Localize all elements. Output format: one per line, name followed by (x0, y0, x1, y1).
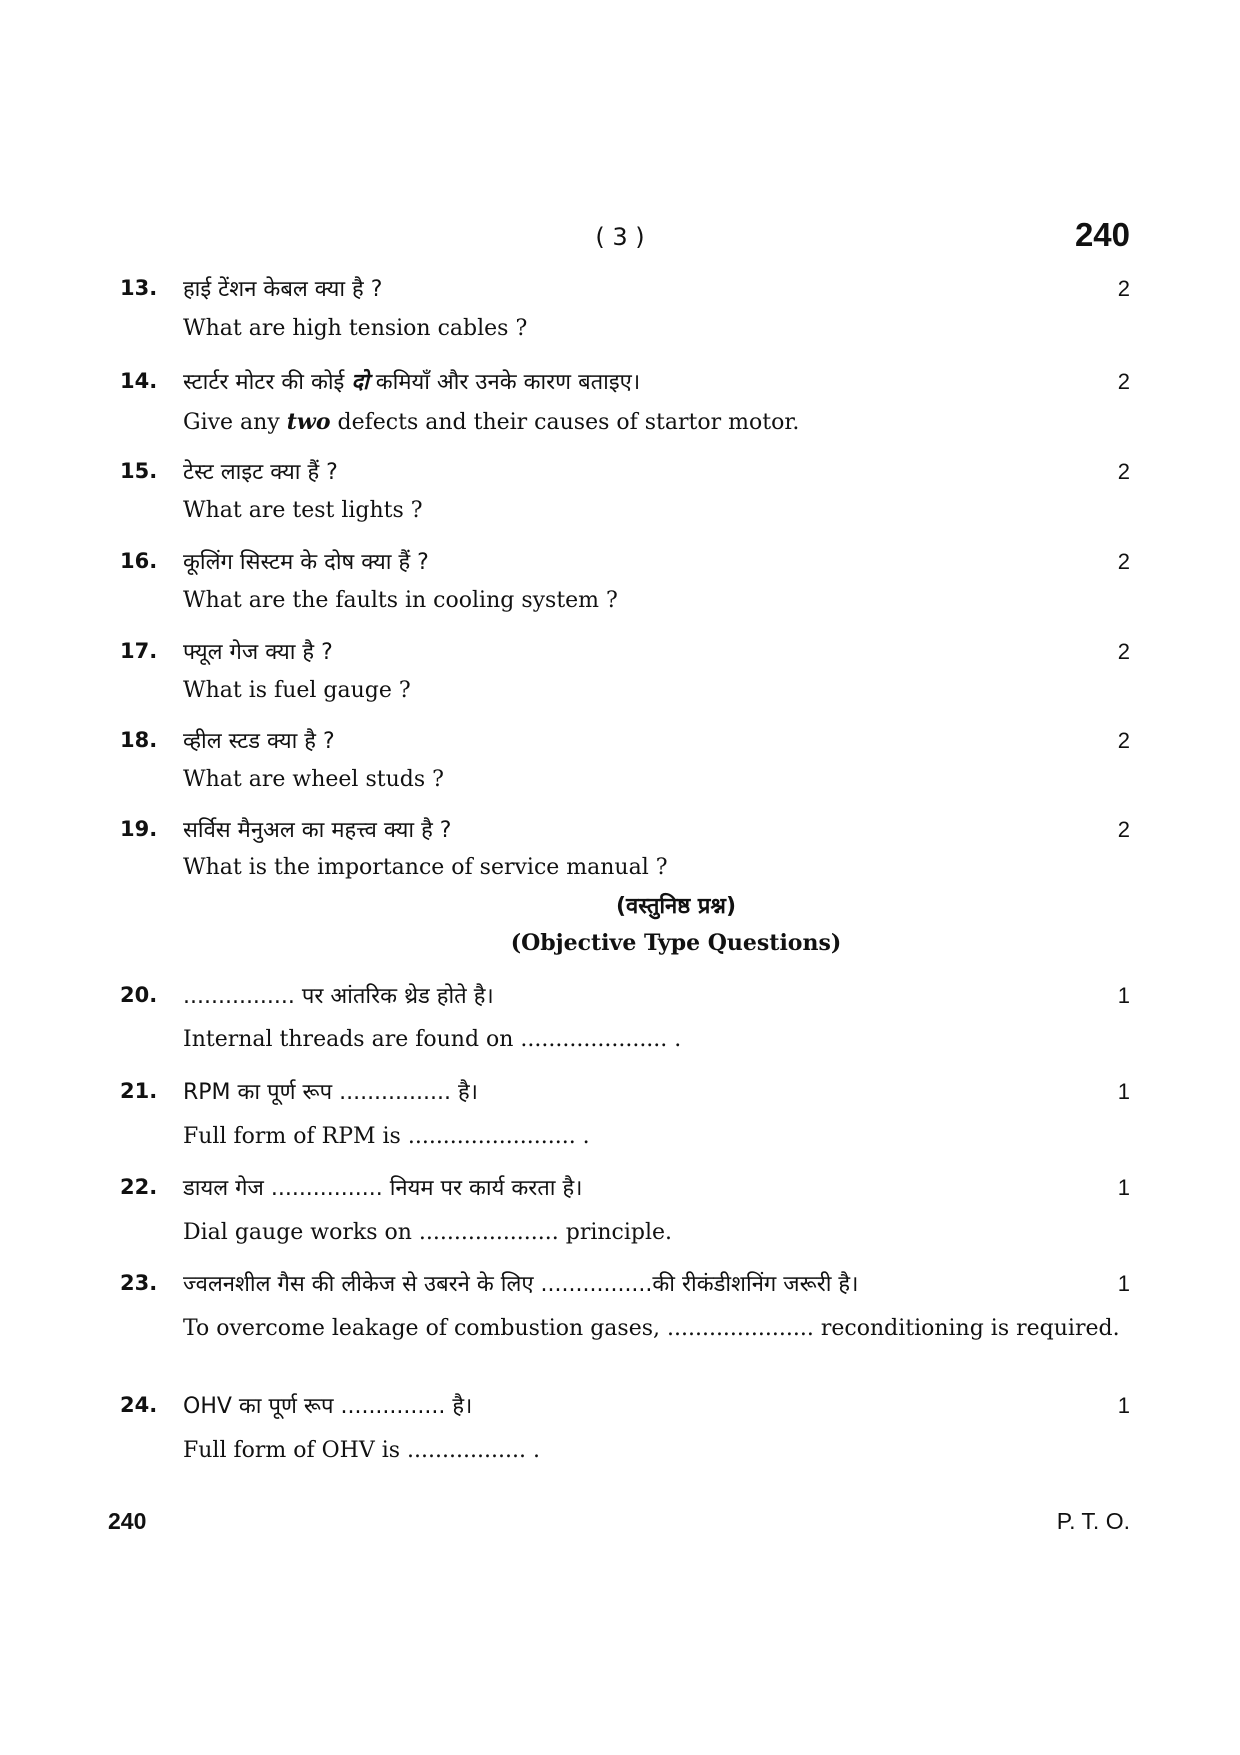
question-marks: 2 (1117, 369, 1130, 394)
section-heading-english: (Objective Type Questions) (510, 930, 842, 956)
question-marks: 2 (1117, 459, 1130, 484)
question-number: 23. (120, 1271, 158, 1295)
question-hindi: डायल गेज ................ नियम पर कार्य करता है। (183, 1176, 583, 1201)
question-english: Dial gauge works on .................... principle. (183, 1220, 673, 1245)
question-english: What is the importance of service manual ? (183, 855, 668, 880)
question-hindi: ................ पर आंतरिक थ्रेड होते है। (183, 984, 494, 1009)
question-number: 14. (120, 369, 158, 393)
hindi-text-end: कमियाँ और उनके कारण बताइए। (368, 370, 641, 395)
question-hindi: टेस्ट लाइट क्या हैं ? (183, 460, 338, 485)
question-number: 15. (120, 459, 158, 483)
question-english: Full form of OHV is ................. . (183, 1438, 540, 1463)
question-english: What is fuel gauge ? (183, 678, 411, 703)
english-emphasis: two (286, 409, 331, 435)
question-marks: 2 (1117, 639, 1130, 664)
paper-code-header: 240 (1074, 216, 1130, 253)
question-hindi: सर्विस मैनुअल का महत्त्व क्या है ? (183, 818, 452, 843)
hindi-text-start: स्टार्टर मोटर की कोई (183, 370, 352, 395)
question-marks: 2 (1117, 728, 1130, 753)
question-number: 19. (120, 817, 158, 841)
paper-code-footer: 240 (108, 1508, 147, 1534)
question-hindi: OHV का पूर्ण रूप ............... है। (183, 1394, 473, 1419)
question-hindi: व्हील स्टड क्या है ? (183, 729, 335, 754)
question-marks: 1 (1117, 983, 1130, 1008)
question-number: 17. (120, 639, 158, 663)
question-marks: 2 (1117, 276, 1130, 301)
question-english: What are test lights ? (183, 498, 423, 523)
question-hindi: कूलिंग सिस्टम के दोष क्या हैं ? (183, 550, 429, 575)
question-marks: 1 (1117, 1393, 1130, 1418)
question-number: 13. (120, 276, 158, 300)
question-english: Internal threads are found on ..................... . (183, 1027, 682, 1052)
english-text-end: defects and their causes of startor motor. (330, 410, 800, 435)
page-number: ( 3 ) (595, 223, 645, 251)
question-hindi: RPM का पूर्ण रूप ................ है। (183, 1080, 478, 1105)
question-marks: 1 (1117, 1271, 1130, 1296)
question-number: 24. (120, 1393, 158, 1417)
question-hindi: हाई टेंशन केबल क्या है ? (183, 277, 383, 302)
question-marks: 2 (1117, 817, 1130, 842)
question-marks: 1 (1117, 1175, 1130, 1200)
question-english: To overcome leakage of combustion gases, ..................... reconditioning is required. (183, 1316, 1120, 1341)
question-english (183, 409, 799, 435)
question-english: Full form of RPM is ........................ . (183, 1124, 590, 1149)
question-hindi: ज्वलनशील गैस की लीकेज से उबरने के लिए ................की रीकंडीशनिंग जरूरी है। (183, 1272, 859, 1297)
question-hindi: फ्यूल गेज क्या है ? (183, 640, 333, 665)
question-number: 16. (120, 549, 158, 573)
section-heading-hindi: (वस्तुनिष्ठ प्रश्न) (615, 894, 737, 919)
question-english: What are wheel studs ? (183, 767, 444, 792)
question-number: 22. (120, 1175, 158, 1199)
english-text-start: Give any (183, 410, 287, 435)
question-number: 18. (120, 728, 158, 752)
hindi-emphasis: दो (351, 370, 369, 395)
question-marks: 2 (1117, 549, 1130, 574)
question-english: What are high tension cables ? (183, 316, 528, 341)
please-turn-over: P. T. O. (1056, 1508, 1130, 1534)
question-number: 20. (120, 983, 158, 1007)
question-marks: 1 (1117, 1079, 1130, 1104)
question-number: 21. (120, 1079, 158, 1103)
question-english: What are the faults in cooling system ? (183, 588, 618, 613)
question-hindi (183, 366, 640, 396)
